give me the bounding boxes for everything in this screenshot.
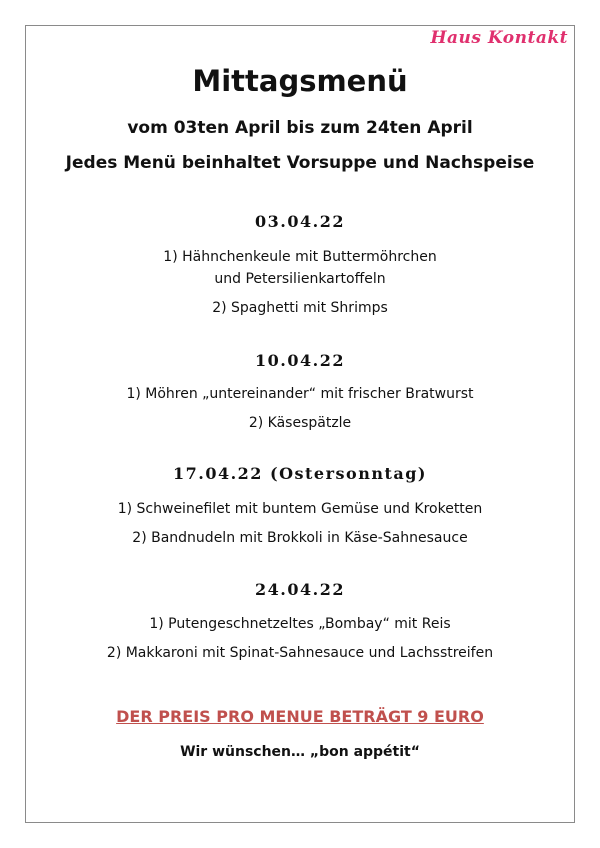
closing-greeting: Wir wünschen… „bon appétit“ [180,744,420,760]
dish-item: 1) Hähnchenkeule mit Buttermöhrchen [163,249,437,265]
dish-item: 2) Spaghetti mit Shrimps [212,300,388,316]
dish-item: 2) Bandnudeln mit Brokkoli in Käse-Sahnesauce [132,530,468,546]
dish-item: 1) Schweinefilet mit buntem Gemüse und Kroketten [117,501,483,517]
brand-logo: Haus Kontakt [430,28,568,48]
dish-item: 1) Putengeschnetzeltes „Bombay“ mit Reis [149,616,451,632]
dish-item: 1) Möhren „untereinander“ mit frischer Bratwurst [126,386,474,402]
day-date: 03.04.22 [255,212,345,231]
price-notice: DER PREIS PRO MENUE BETRÄGT 9 EURO [116,707,484,726]
date-range-subtitle: vom 03ten April bis zum 24ten April [127,118,473,138]
day-date: 17.04.22 (Ostersonntag) [173,464,427,483]
day-date: 10.04.22 [255,351,345,370]
dish-item: 2) Makkaroni mit Spinat-Sahnesauce und Lachsstreifen [106,645,494,661]
menu-includes-subtitle: Jedes Menü beinhaltet Vorsuppe und Nachspeise [65,153,535,173]
dish-item: und Petersilienkartoffeln [214,271,386,287]
page-title: Mittagsmenü [192,64,408,98]
day-date: 24.04.22 [255,580,345,599]
dish-item: 2) Käsespätzle [248,415,352,431]
